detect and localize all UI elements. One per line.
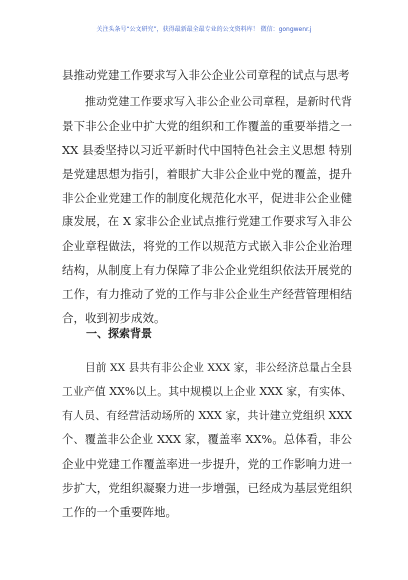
paragraph-line: 工作的一个重要阵地。 xyxy=(62,505,177,519)
paragraph-line: 企业中党建工作覆盖率进一步提升，党的工作影响力进一 xyxy=(62,457,352,471)
paragraph-line: 康发展，在 X 家非公企业试点推行党建工作要求写入非公 xyxy=(62,215,352,228)
paragraph-line: 景下非公企业中扩大党的组织和工作覆盖的重要举措之一 xyxy=(62,119,352,133)
paragraph-line: 是党建思想为指引，着眼扩大非公企业中党的覆盖，提升 xyxy=(62,167,352,181)
paragraph-line: 合，收到初步成效。 xyxy=(62,311,166,325)
paragraph-line: 结构，从制度上有力保障了非公企业党组织依法开展党的 xyxy=(62,263,352,277)
background-paragraph xyxy=(62,356,352,524)
intro-paragraph xyxy=(62,90,352,330)
paragraph-line: 步扩大，党组织凝聚力进一步增强，已经成为基层党组织 xyxy=(62,481,352,495)
paragraph-line: 有人员、有经营活动场所的 XXX 家，共计建立党组织 XXX xyxy=(62,409,352,422)
promo-banner[interactable]: 关注头条号“公文研究”，获得最新最全最专业的公文资料库！ 微信：gongwenr.j xyxy=(96,26,312,33)
paragraph-line: 企业章程做法，将党的工作以规范方式嵌入非公企业治理 xyxy=(62,239,352,253)
document-title: 县推动党建工作要求写入非公企业公司章程的试点与思考 xyxy=(62,68,350,82)
paragraph-line: XX 县委坚持以习近平新时代中国特色社会主义思想 特别 xyxy=(62,143,352,157)
paragraph-line: 目前 XX 县共有非公企业 XXX 家，非公经济总量占全县 xyxy=(85,361,352,374)
paragraph-line: 工业产值 XX%以上。其中规模以上企业 XXX 家，有实体、 xyxy=(62,385,352,398)
paragraph-line: 个、覆盖非公企业 XXX 家，覆盖率 XX%。总体看，非公 xyxy=(62,433,352,446)
paragraph-line: 工作，有力推动了党的工作与非公企业生产经营管理相结 xyxy=(62,287,352,301)
paragraph-line: 推动党建工作要求写入非公企业公司章程，是新时代背 xyxy=(85,95,352,108)
section-heading: 一、探索背景 xyxy=(86,327,152,340)
paragraph-line: 非公企业党建工作的制度化规范化水平，促进非公企业健 xyxy=(62,191,352,205)
